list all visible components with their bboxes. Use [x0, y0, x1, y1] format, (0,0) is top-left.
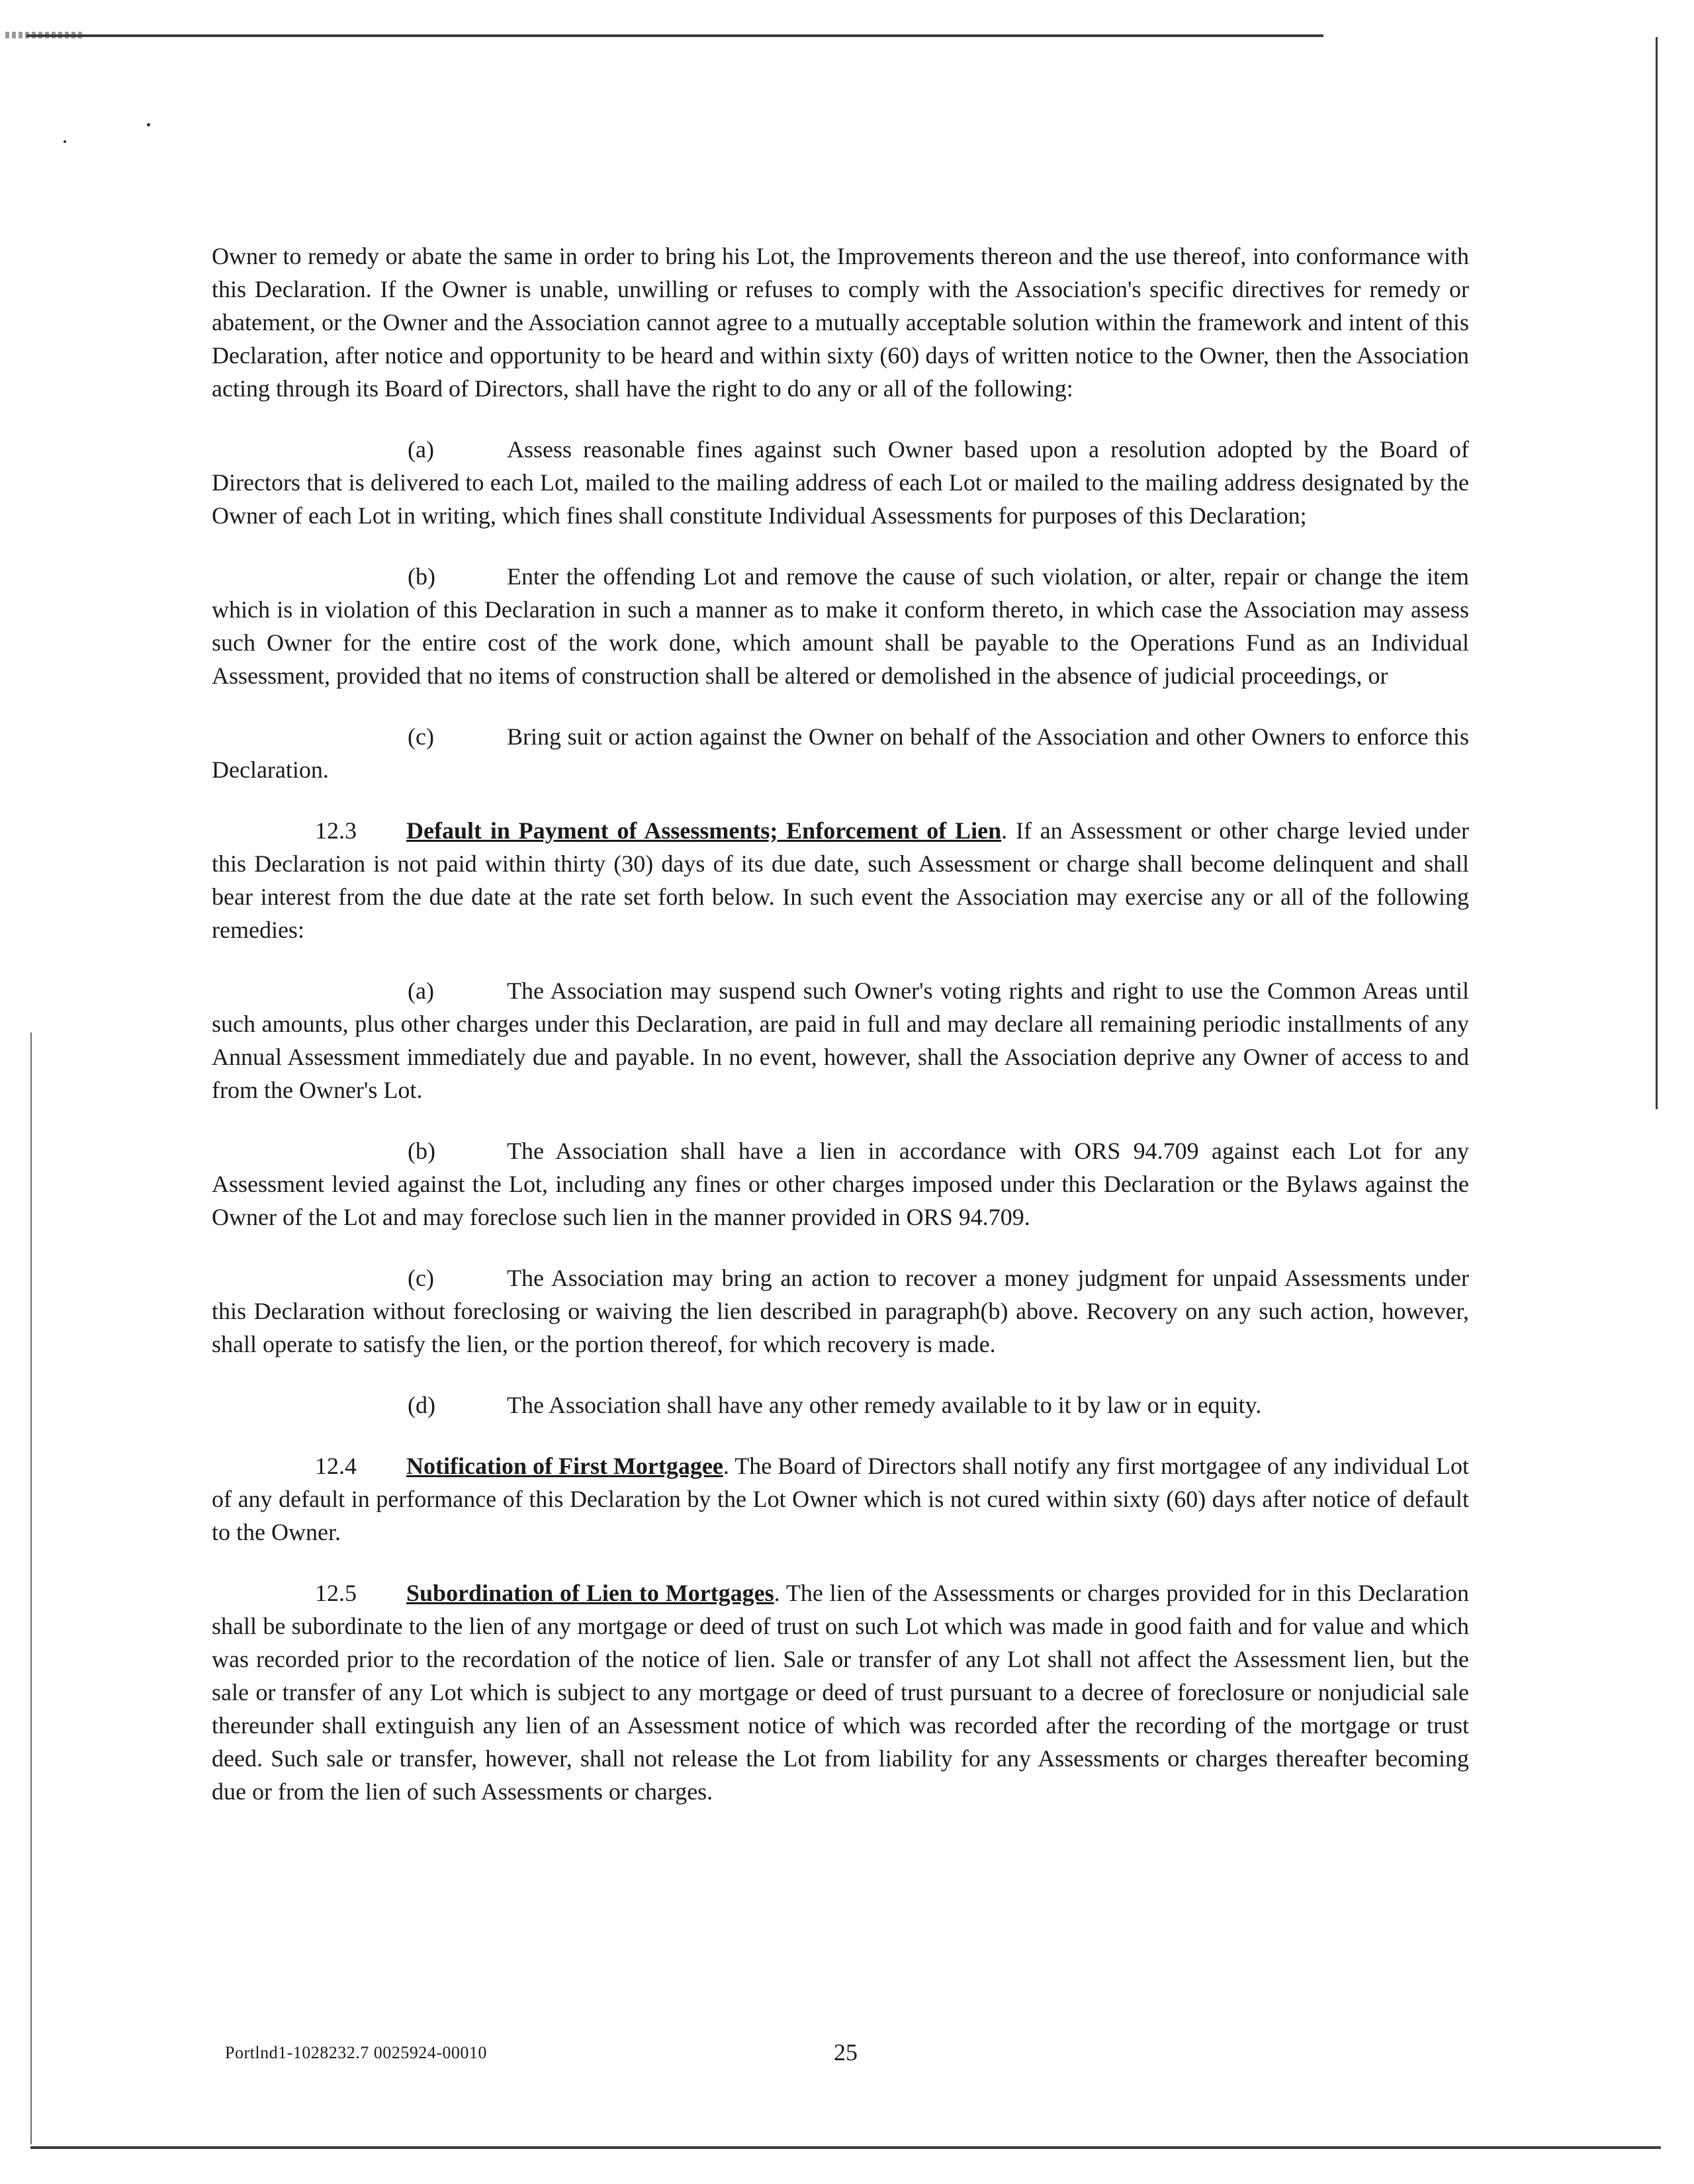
section-12-3	[212, 814, 1469, 946]
item-12-3-d	[212, 1388, 1469, 1422]
section-12-4	[212, 1449, 1469, 1549]
section-number: 12.4	[315, 1453, 357, 1479]
item-text: Assess reasonable fines against such Owner based upon a resolution adopted by the Board of Directors that is delivered to each Lot, mailed to the mailing address of each Lot or mailed to the mailing address designated by the Owner of each Lot in writing, which fines shall constitute Individual Assessments for purposes of this Declaration;	[212, 436, 1469, 529]
item-12-2-b	[212, 560, 1469, 692]
item-text: Bring suit or action against the Owner on behalf of the Association and other Owners to enforce this Declaration.	[212, 723, 1469, 783]
footer-document-id: Portlnd1-1028232.7 0025924-00010	[225, 2043, 487, 2062]
item-label: (b)	[408, 563, 435, 590]
section-heading: Subordination of Lien to Mortgages	[406, 1580, 774, 1606]
item-label: (a)	[408, 978, 434, 1004]
intro-paragraph: Owner to remedy or abate the same in order to bring his Lot, the Improvements thereon and the use thereof, into conformance with this Declaration. If the Owner is unable, unwilling or refuses to comply with the Association's specific directives for remedy or abatement, or the Owner and the Association cannot agree to a mutually acceptable solution within the framework and intent of this Declaration, after notice and opportunity to be heard and within sixty (60) days of written notice to the Owner, then the Association acting through its Board of Directors, shall have the right to do any or all of the following:	[212, 243, 1469, 402]
item-12-3-b	[212, 1134, 1469, 1234]
item-label: (c)	[408, 1265, 434, 1291]
item-text: The Association may suspend such Owner's voting rights and right to use the Common Areas until such amounts, plus other charges under this Declaration, are paid in full and may declare all remaining periodic installments of any Annual Assessment immediately due and payable. In no event, however, shall the Association deprive any Owner of access to and from the Owner's Lot.	[212, 978, 1469, 1103]
item-text: The Association may bring an action to recover a money judgment for unpaid Assessments under this Declaration without foreclosing or waiving the lien described in paragraph(b) above. Recovery on any such action, however, shall operate to satisfy the lien, or the portion thereof, for which recovery is made.	[212, 1265, 1469, 1357]
section-12-5	[212, 1576, 1469, 1808]
scan-left-border	[30, 1032, 32, 2144]
item-text: The Association shall have a lien in accordance with ORS 94.709 against each Lot for any Assessment levied against the Lot, including any fines or other charges imposed under this Declaration or the Bylaws against the Owner of the Lot and may foreclose such lien in the manner provided in ORS 94.709.	[212, 1138, 1469, 1230]
section-heading: Default in Payment of Assessments; Enforcement of Lien	[406, 817, 1002, 844]
item-label: (b)	[408, 1138, 435, 1164]
section-text: . If an Assessment or other charge levied under this Declaration is not paid within thirty (30) days of its due date, such Assessment or charge shall become delinquent and shall bear interest from the due date at the rate set forth below. In such event the Association may exercise any or all of the following remedies:	[212, 817, 1469, 943]
scan-bottom-border	[30, 2146, 1661, 2149]
item-12-2-c	[212, 720, 1469, 786]
scan-right-border	[1656, 37, 1658, 1109]
item-label: (c)	[408, 723, 434, 750]
scan-speck	[64, 140, 66, 143]
item-text: The Association shall have any other remedy available to it by law or in equity.	[507, 1392, 1262, 1418]
section-text: . The Board of Directors shall notify any first mortgagee of any individual Lot of any default in performance of this Declaration by the Lot Owner which is not cured within sixty (60) days after notice of default to the Owner.	[212, 1453, 1470, 1545]
section-number: 12.5	[315, 1580, 357, 1606]
section-number: 12.3	[315, 817, 357, 844]
section-text: . The lien of the Assessments or charges provided for in this Declaration shall be subordinate to the lien of any mortgage or deed of trust on such Lot which was made in good faith and for value and which was recorded prior to the recordation of the notice of lien. Sale or transfer of any Lot shall not affect the Assessment lien, but the sale or transfer of any Lot which is subject to any mortgage or deed of trust pursuant to a decree of foreclosure or nonjudicial sale thereunder shall extinguish any lien of an Assessment notice of which was recorded after the recording of the mortgage or trust deed. Such sale or transfer, however, shall not release the Lot from liability for any Assessments or charges thereafter becoming due or from the lien of such Assessments or charges.	[212, 1580, 1469, 1805]
page-number: 25	[834, 2039, 858, 2066]
item-12-3-a	[212, 974, 1469, 1107]
item-label: (a)	[408, 436, 434, 463]
item-label: (d)	[408, 1392, 435, 1418]
item-12-2-a	[212, 433, 1469, 532]
item-text: Enter the offending Lot and remove the cause of such violation, or alter, repair or change the item which is in violation of this Declaration in such a manner as to make it conform thereto, in which case the Association may assess such Owner for the entire cost of the work done, which amount shall be payable to the Operations Fund as an Individual Assessment, provided that no items of construction shall be altered or demolished in the absence of judicial proceedings, or	[212, 563, 1469, 689]
document-body	[212, 240, 1469, 1836]
section-heading: Notification of First Mortgagee	[406, 1453, 723, 1479]
scan-speck	[147, 123, 150, 126]
scan-top-border	[26, 34, 1323, 37]
item-12-3-c	[212, 1261, 1469, 1361]
